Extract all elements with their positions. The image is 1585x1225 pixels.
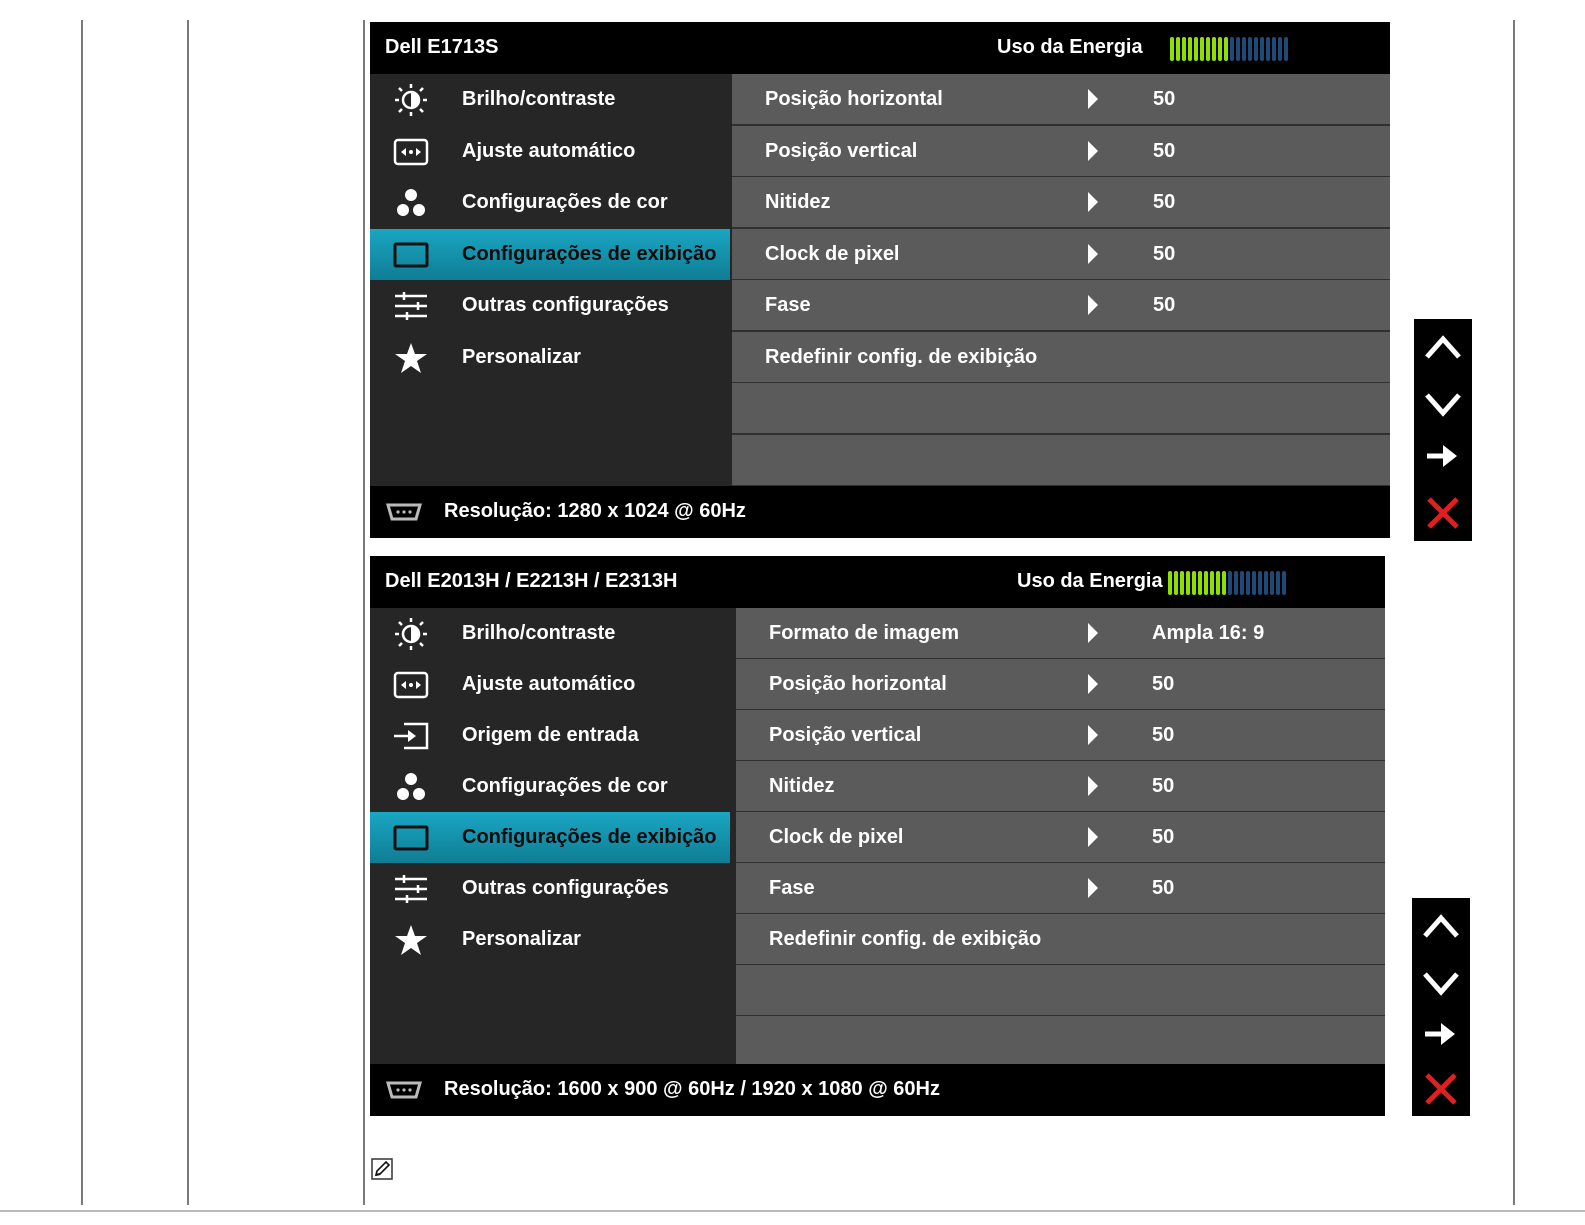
menu-item-label: Configurações de exibição (462, 242, 717, 265)
note-icon (371, 1158, 393, 1180)
chevron-right-icon (1088, 623, 1098, 643)
menu-item-label: Personalizar (462, 345, 581, 368)
color-settings-icon (392, 771, 430, 803)
page-divider (363, 20, 365, 1205)
submenu-item-label: Formato de imagem (769, 622, 960, 644)
color-settings-icon (392, 187, 430, 219)
chevron-right-icon (1088, 776, 1098, 796)
menu-item[interactable] (370, 812, 730, 863)
submenu-panel (736, 608, 1385, 1064)
submenu-item-label: Redefinir config. de exibição (765, 345, 1038, 368)
menu-item-label: Personalizar (462, 928, 581, 950)
auto-adjust-icon (392, 136, 430, 168)
menu-item[interactable] (370, 280, 730, 331)
star-icon (392, 342, 430, 374)
down-arrow-icon[interactable] (1421, 962, 1461, 1002)
energy-segment (1236, 37, 1240, 61)
auto-adjust-icon (392, 669, 430, 701)
main-menu (370, 608, 730, 1064)
submenu-item-label: Fase (769, 877, 815, 899)
energy-segment (1254, 37, 1258, 61)
display-settings-icon (392, 239, 430, 271)
submenu-empty-row (736, 965, 1385, 1017)
up-arrow-icon[interactable] (1423, 327, 1463, 367)
osd-title: Dell E1713S (385, 36, 499, 58)
submenu-item-label: Posição horizontal (769, 673, 947, 695)
energy-segment (1234, 571, 1238, 595)
energy-usage-bar (1170, 37, 1288, 61)
page-divider (81, 20, 83, 1205)
energy-segment (1224, 37, 1228, 61)
energy-segment (1276, 571, 1280, 595)
submenu-item-label: Clock de pixel (769, 826, 904, 848)
energy-segment (1200, 37, 1204, 61)
submenu-item[interactable] (736, 914, 1385, 966)
input-source-icon (392, 720, 430, 752)
page-divider (1513, 20, 1515, 1205)
energy-segment (1188, 37, 1192, 61)
menu-item-label: Ajuste automático (462, 673, 636, 695)
menu-item[interactable] (370, 761, 730, 812)
submenu-item-label: Posição vertical (769, 724, 922, 746)
brightness-icon (392, 618, 430, 650)
vga-connector-icon (384, 1080, 424, 1100)
submenu-item[interactable] (732, 177, 1390, 229)
osd-header (370, 556, 1385, 608)
energy-segment (1168, 571, 1172, 595)
resolution-text: Resolução: 1600 x 900 @ 60Hz / 1920 x 1080 @ 60Hz (444, 1078, 940, 1100)
right-arrow-icon[interactable] (1423, 436, 1463, 476)
menu-item[interactable] (370, 863, 730, 914)
chevron-right-icon (1088, 244, 1098, 264)
submenu-item-value: 50 (1152, 775, 1175, 797)
menu-item[interactable] (370, 710, 730, 761)
energy-segment (1218, 37, 1222, 61)
menu-item-label: Brilho/contraste (462, 622, 616, 644)
energy-segment (1270, 571, 1274, 595)
menu-item[interactable] (370, 177, 730, 228)
menu-item-label: Configurações de exibição (462, 826, 717, 848)
bottom-rule (0, 1210, 1585, 1212)
energy-usage-label: Uso da Energia (997, 36, 1143, 58)
submenu-empty-row (732, 383, 1390, 435)
submenu-panel (732, 74, 1390, 486)
brightness-icon (392, 84, 430, 116)
submenu-item[interactable] (736, 710, 1385, 762)
submenu-item-value: 50 (1153, 88, 1176, 110)
other-settings-icon (392, 873, 430, 905)
submenu-item[interactable] (736, 812, 1385, 864)
resolution-text: Resolução: 1280 x 1024 @ 60Hz (444, 500, 746, 522)
energy-segment (1192, 571, 1196, 595)
submenu-item-value: 50 (1153, 242, 1176, 265)
star-icon (392, 924, 430, 956)
energy-segment (1242, 37, 1246, 61)
submenu-item-value: 50 (1152, 673, 1175, 695)
submenu-item[interactable] (732, 126, 1390, 178)
submenu-item[interactable] (736, 761, 1385, 813)
energy-segment (1174, 571, 1178, 595)
monitor-buttons (1414, 319, 1472, 541)
osd-footer (370, 486, 1390, 538)
menu-item[interactable] (370, 659, 730, 710)
chevron-right-icon (1088, 89, 1098, 109)
energy-segment (1282, 571, 1286, 595)
close-icon[interactable] (1423, 493, 1463, 533)
chevron-right-icon (1088, 192, 1098, 212)
energy-segment (1246, 571, 1250, 595)
submenu-item[interactable] (732, 280, 1390, 332)
other-settings-icon (392, 290, 430, 322)
vga-connector-icon (384, 502, 424, 522)
submenu-item-value: 50 (1152, 877, 1175, 899)
submenu-item-value: 50 (1153, 139, 1176, 162)
submenu-item-label: Posição horizontal (765, 88, 943, 110)
monitor-buttons (1412, 898, 1470, 1116)
submenu-item-label: Nitidez (769, 775, 835, 797)
menu-item-label: Brilho/contraste (462, 88, 616, 110)
right-arrow-icon[interactable] (1421, 1014, 1461, 1054)
submenu-item-value: 50 (1152, 826, 1175, 848)
menu-item-label: Configurações de cor (462, 191, 668, 213)
energy-usage-bar (1168, 571, 1286, 595)
energy-segment (1212, 37, 1216, 61)
submenu-item-label: Posição vertical (765, 139, 918, 162)
energy-segment (1210, 571, 1214, 595)
chevron-right-icon (1088, 878, 1098, 898)
energy-segment (1230, 37, 1234, 61)
energy-segment (1176, 37, 1180, 61)
energy-segment (1284, 37, 1288, 61)
submenu-item-label: Fase (765, 294, 811, 316)
submenu-item-value: 50 (1152, 724, 1175, 746)
menu-item[interactable] (370, 332, 730, 383)
menu-item-label: Ajuste automático (462, 139, 636, 162)
chevron-right-icon (1088, 827, 1098, 847)
submenu-item-value: 50 (1153, 294, 1176, 316)
energy-segment (1204, 571, 1208, 595)
menu-item[interactable] (370, 126, 730, 177)
energy-segment (1206, 37, 1210, 61)
energy-segment (1260, 37, 1264, 61)
energy-segment (1272, 37, 1276, 61)
chevron-right-icon (1088, 725, 1098, 745)
energy-segment (1252, 571, 1256, 595)
osd-header (370, 22, 1390, 74)
energy-segment (1198, 571, 1202, 595)
osd-footer (370, 1064, 1385, 1116)
submenu-item-value: Ampla 16: 9 (1152, 622, 1265, 644)
submenu-item-label: Redefinir config. de exibição (769, 928, 1042, 950)
energy-segment (1180, 571, 1184, 595)
submenu-item[interactable] (736, 608, 1385, 660)
energy-segment (1248, 37, 1252, 61)
submenu-item-label: Nitidez (765, 191, 831, 213)
main-menu (370, 74, 730, 486)
menu-item-label: Configurações de cor (462, 775, 668, 797)
menu-item[interactable] (370, 229, 730, 280)
energy-segment (1216, 571, 1220, 595)
up-arrow-icon[interactable] (1421, 906, 1461, 946)
submenu-item[interactable] (736, 863, 1385, 915)
osd-e1713s (370, 22, 1390, 538)
energy-segment (1194, 37, 1198, 61)
menu-item[interactable] (370, 608, 730, 659)
submenu-item[interactable] (732, 74, 1390, 126)
menu-item-label: Origem de entrada (462, 724, 639, 746)
energy-segment (1278, 37, 1282, 61)
menu-item-label: Outras configurações (462, 294, 669, 316)
energy-segment (1258, 571, 1262, 595)
submenu-item-value: 50 (1153, 191, 1176, 213)
submenu-item-label: Clock de pixel (765, 242, 900, 265)
osd-e2013h (370, 556, 1385, 1116)
display-settings-icon (392, 822, 430, 854)
page-divider (187, 20, 189, 1205)
menu-item[interactable] (370, 74, 730, 125)
osd-title: Dell E2013H / E2213H / E2313H (385, 570, 678, 592)
energy-segment (1186, 571, 1190, 595)
submenu-empty-row (736, 1016, 1385, 1068)
submenu-empty-row (732, 435, 1390, 487)
submenu-item[interactable] (732, 332, 1390, 384)
energy-segment (1264, 571, 1268, 595)
menu-item[interactable] (370, 914, 730, 965)
close-icon[interactable] (1421, 1069, 1461, 1109)
submenu-item[interactable] (736, 659, 1385, 711)
energy-segment (1266, 37, 1270, 61)
energy-segment (1222, 571, 1226, 595)
energy-usage-label: Uso da Energia (1017, 570, 1163, 592)
menu-item-label: Outras configurações (462, 877, 669, 899)
chevron-right-icon (1088, 674, 1098, 694)
down-arrow-icon[interactable] (1423, 383, 1463, 423)
chevron-right-icon (1088, 295, 1098, 315)
chevron-right-icon (1088, 141, 1098, 161)
energy-segment (1170, 37, 1174, 61)
submenu-item[interactable] (732, 229, 1390, 281)
energy-segment (1182, 37, 1186, 61)
energy-segment (1228, 571, 1232, 595)
energy-segment (1240, 571, 1244, 595)
